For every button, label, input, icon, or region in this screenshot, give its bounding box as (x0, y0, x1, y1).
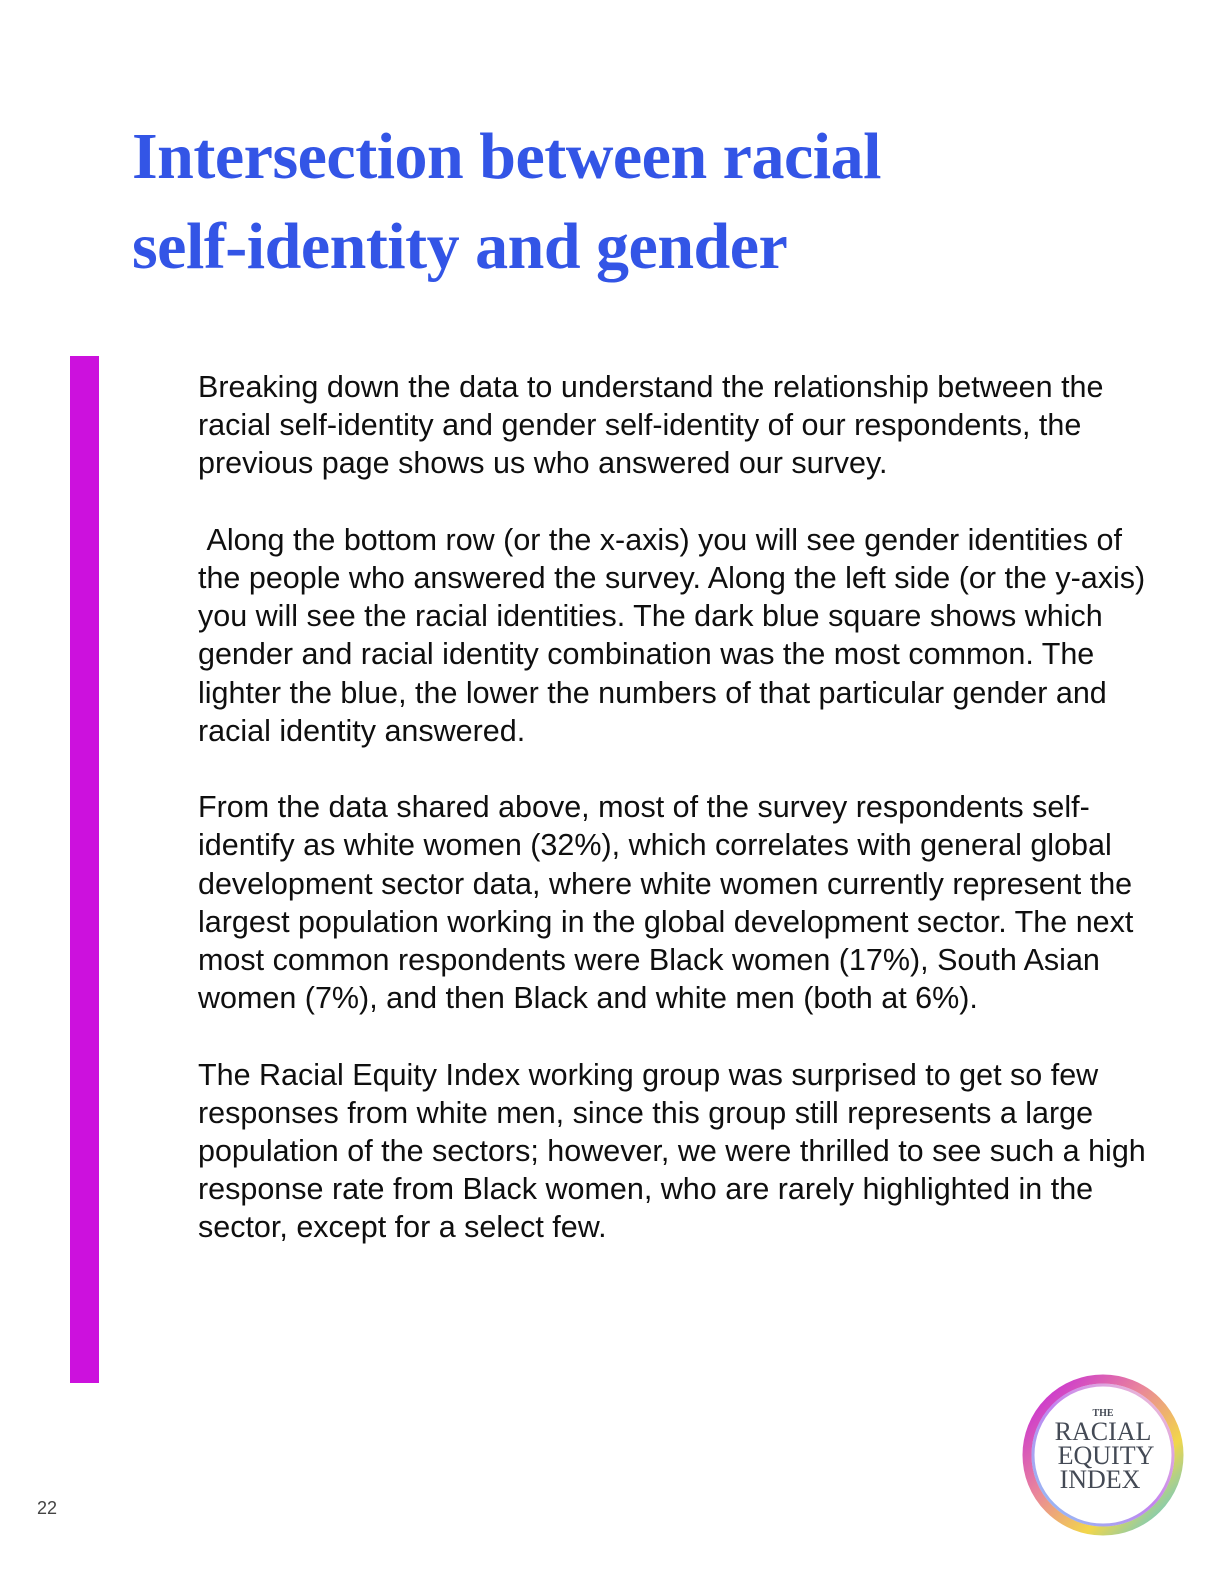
racial-equity-index-logo (1018, 1370, 1188, 1540)
page-title-line-2: self-identity and gender (132, 210, 788, 283)
logo-text-the: THE (1092, 1408, 1114, 1419)
logo-text-racial: RACIAL (1054, 1417, 1152, 1446)
page-number: 22 (37, 1498, 58, 1518)
page-title (132, 112, 1132, 292)
logo-text-index: INDEX (1059, 1465, 1141, 1494)
page-title-line-1: Intersection between racial (132, 120, 881, 193)
body-text (198, 368, 1154, 1285)
paragraph-2: Along the bottom row (or the x-axis) you will see gender identities of the people who answered the survey. Along the left side (or the y-axis) you will see the racial identities. The dark blue square shows which gender and racial identity combination was the most common. The lighter the blue, the lower the numbers of that particular gender and racial identity answered. (198, 522, 1154, 748)
paragraph-3: From the data shared above, most of the survey respondents self-identify as white women (32%), which correlates with general global development sector data, where white women currently represent the largest population working in the global development sector. The next most common respondents were Black women (17%), South Asian women (7%), and then Black and white men (both at 6%). (198, 790, 1134, 1016)
logo-text-equity: EQUITY (1057, 1441, 1155, 1470)
paragraph-1: Breaking down the data to understand the relationship between the racial self-identity and gender self-identity of our respondents, the previous page shows us who answered our survey. (198, 370, 1104, 481)
paragraph-4: The Racial Equity Index working group was surprised to get so few responses from white men, since this group still represents a large population of the sectors; however, we were thrilled to see such a high response rate from Black women, who are rarely highlighted in the sector, except for a select few. (198, 1057, 1146, 1245)
accent-bar (70, 356, 99, 1383)
